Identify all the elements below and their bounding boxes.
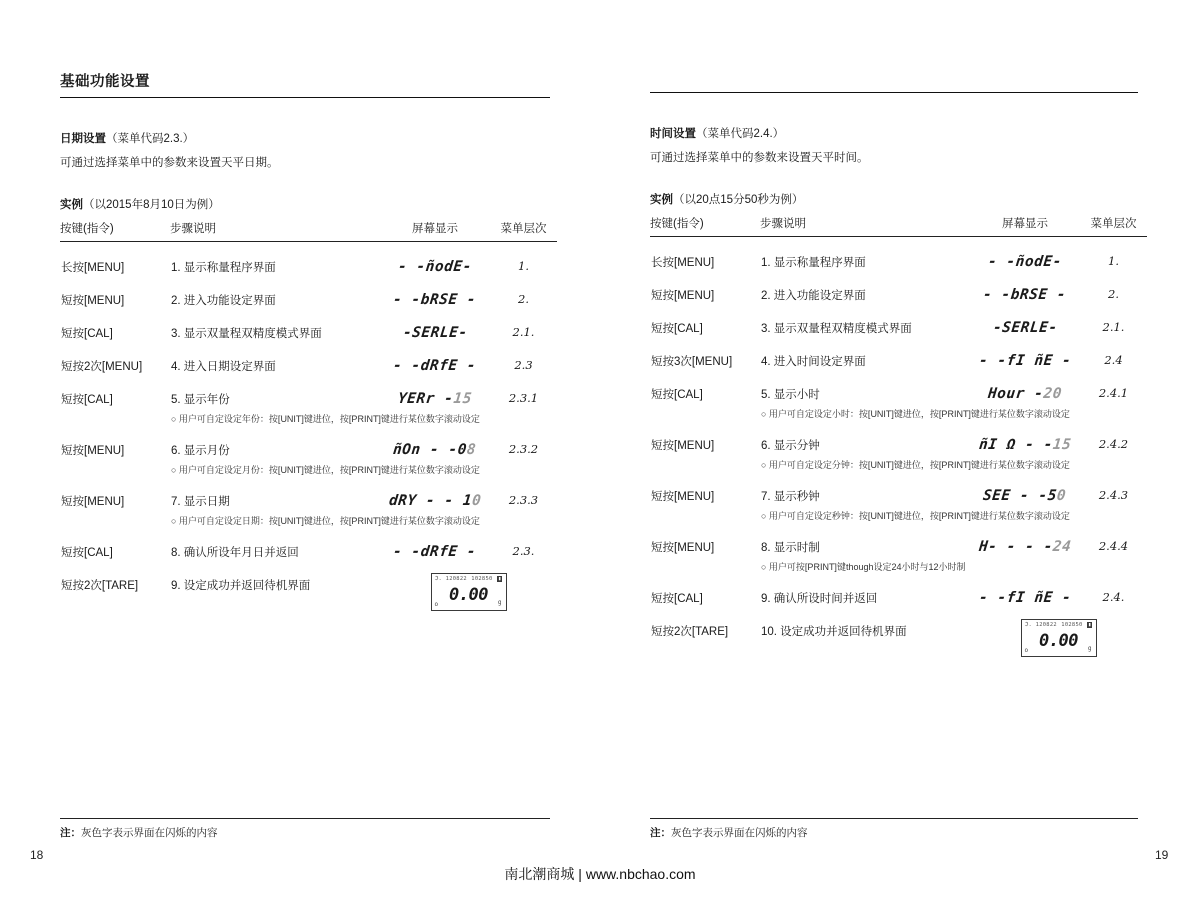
step-desc bbox=[760, 573, 970, 606]
page-number-left: 18 bbox=[30, 848, 44, 862]
step-level: 2.4.2 bbox=[1098, 437, 1129, 451]
step-desc-text: 4. 进入日期设定界面 bbox=[171, 361, 276, 373]
step-note: ○ 用户可自定设定日期：按[UNIT]键进位，按[PRINT]键进行某位数字滚动设定 bbox=[171, 516, 480, 526]
step-desc-text: 9. 确认所设时间并返回 bbox=[761, 593, 878, 605]
step-key: 短按[MENU] bbox=[651, 542, 715, 554]
step-level: 2.3. bbox=[512, 544, 535, 558]
step-level: 1. bbox=[1108, 254, 1119, 268]
right-footnote-text: 灰色字表示界面在闪烁的内容 bbox=[671, 827, 808, 839]
step-desc bbox=[760, 336, 970, 369]
step-display-text: ñOn - -0 bbox=[392, 442, 469, 458]
table-row bbox=[650, 573, 1147, 606]
step-display: - -fI ñE - bbox=[978, 353, 1072, 369]
step-key: 短按[CAL] bbox=[651, 323, 703, 335]
step-desc bbox=[170, 341, 380, 374]
step-desc bbox=[170, 527, 380, 560]
right-table-header-row bbox=[650, 213, 1147, 237]
step-key: 短按2次[TARE] bbox=[61, 580, 139, 592]
table-row bbox=[650, 471, 1147, 522]
right-col-display: 屏幕显示 bbox=[970, 213, 1080, 237]
lcd-weight-value: 0.00 bbox=[1039, 631, 1078, 651]
step-display: -SERLE- bbox=[991, 320, 1059, 336]
step-desc-text: 3. 显示双量程双精度模式界面 bbox=[171, 328, 322, 340]
step-display-blink: 0 bbox=[471, 493, 482, 509]
step-display-text: dRY - - 1 bbox=[388, 493, 473, 509]
right-footnote bbox=[650, 825, 1140, 840]
right-footnote-divider bbox=[650, 818, 1138, 819]
step-display-text: Hour - bbox=[987, 386, 1045, 402]
step-display-blink: 8 bbox=[466, 442, 478, 458]
left-section-heading bbox=[60, 130, 560, 146]
step-display-text: SEE - -5 bbox=[982, 488, 1059, 504]
step-display: - -dRfE - bbox=[392, 544, 478, 560]
step-level: 2.1. bbox=[1102, 320, 1125, 334]
step-key: 短按[MENU] bbox=[651, 290, 715, 302]
step-display: - -ñodE- bbox=[987, 254, 1063, 270]
step-display: - -ñodE- bbox=[397, 259, 473, 275]
table-row bbox=[650, 303, 1147, 336]
step-key: 短按[MENU] bbox=[61, 295, 125, 307]
step-display-text: YERr - bbox=[397, 391, 455, 407]
left-col-key: 按键(指令) bbox=[60, 218, 170, 242]
step-key: 长按[MENU] bbox=[651, 257, 715, 269]
step-key: 短按[CAL] bbox=[61, 547, 113, 559]
table-row bbox=[60, 341, 557, 374]
table-row bbox=[650, 606, 1147, 661]
step-key: 短按[CAL] bbox=[651, 593, 703, 605]
title-divider bbox=[60, 97, 550, 98]
step-desc-text: 7. 显示日期 bbox=[171, 496, 230, 508]
left-section-description: 可通过选择菜单中的参数来设置天平日期。 bbox=[60, 157, 279, 169]
step-desc bbox=[170, 275, 380, 308]
table-row bbox=[60, 527, 557, 560]
left-footnote-divider bbox=[60, 818, 550, 819]
step-desc bbox=[760, 303, 970, 336]
step-desc-text: 7. 显示秒钟 bbox=[761, 491, 820, 503]
left-section-heading-code: （菜单代码2.3.） bbox=[106, 133, 195, 145]
page-number-right: 19 bbox=[1155, 848, 1169, 862]
step-key: 短按[MENU] bbox=[651, 491, 715, 503]
table-row bbox=[650, 270, 1147, 303]
step-display: - -bRSE - bbox=[982, 287, 1068, 303]
step-level: 2.3 bbox=[514, 358, 533, 372]
table-row bbox=[650, 237, 1147, 271]
left-section-heading-bold: 日期设置 bbox=[60, 133, 106, 145]
lcd-left-code: ℑ. 120822 bbox=[434, 576, 467, 582]
step-desc bbox=[760, 606, 970, 661]
step-desc-text: 8. 确认所设年月日并返回 bbox=[171, 547, 299, 559]
step-display-text: H- - - - bbox=[978, 539, 1054, 555]
step-desc-text: 3. 显示双量程双精度模式界面 bbox=[761, 323, 912, 335]
step-desc-text: 8. 显示时制 bbox=[761, 542, 820, 554]
table-row bbox=[650, 336, 1147, 369]
left-example-heading bbox=[60, 196, 560, 212]
step-level: 1. bbox=[518, 259, 529, 273]
step-desc-text: 1. 显示称量程序界面 bbox=[761, 257, 866, 269]
step-display-blink: 0 bbox=[1056, 488, 1068, 504]
left-footnote-label: 注： bbox=[60, 827, 81, 839]
right-example-label: 实例 bbox=[650, 194, 673, 206]
step-display: - -dRfE - bbox=[392, 358, 478, 374]
step-display-blink: 15 bbox=[1051, 437, 1072, 453]
table-row bbox=[60, 374, 557, 425]
step-desc bbox=[170, 242, 380, 276]
right-footnote-label: 注： bbox=[650, 827, 671, 839]
step-desc-text: 4. 进入时间设定界面 bbox=[761, 356, 866, 368]
lcd-panel bbox=[431, 573, 507, 611]
step-key: 短按[CAL] bbox=[61, 394, 113, 406]
step-display-text: ñI Ω - - bbox=[978, 437, 1054, 453]
table-row bbox=[650, 522, 1147, 573]
right-footnote-area bbox=[650, 818, 1140, 839]
table-row bbox=[650, 420, 1147, 471]
step-key: 短按[CAL] bbox=[651, 389, 703, 401]
left-table-header-row bbox=[60, 218, 557, 242]
left-page-column bbox=[60, 70, 560, 615]
step-desc-text: 2. 进入功能设定界面 bbox=[171, 295, 276, 307]
step-level: 2. bbox=[518, 292, 529, 306]
step-key: 短按2次[MENU] bbox=[61, 361, 143, 373]
step-desc-text: 2. 进入功能设定界面 bbox=[761, 290, 866, 302]
chapter-title: 基础功能设置 bbox=[60, 74, 150, 90]
step-note: ○ 用户可自定设定秒钟：按[UNIT]键进位，按[PRINT]键进行某位数字滚动设定 bbox=[761, 511, 1070, 521]
step-display-blink: 20 bbox=[1042, 386, 1063, 402]
step-desc bbox=[170, 308, 380, 341]
step-key: 短按[MENU] bbox=[61, 445, 125, 457]
step-level: 2.4.4 bbox=[1098, 539, 1129, 553]
left-footnote bbox=[60, 825, 552, 840]
step-desc bbox=[760, 270, 970, 303]
lcd-unit: g bbox=[1087, 645, 1092, 652]
right-steps-table bbox=[650, 213, 1147, 661]
left-example-detail: （以2015年8月10日为例） bbox=[83, 199, 220, 211]
lcd-right-code: 102850 bbox=[1061, 622, 1083, 628]
step-desc bbox=[170, 560, 380, 615]
step-display-blink: 24 bbox=[1051, 539, 1072, 555]
step-key: 短按3次[MENU] bbox=[651, 356, 733, 368]
step-note: ○ 用户可自定设定小时：按[UNIT]键进位，按[PRINT]键进行某位数字滚动设定 bbox=[761, 409, 1070, 419]
step-level: 2.4. bbox=[1102, 590, 1125, 604]
table-row bbox=[60, 308, 557, 341]
right-section-heading-code: （菜单代码2.4.） bbox=[696, 128, 785, 140]
step-display: - -bRSE - bbox=[392, 292, 478, 308]
step-display bbox=[970, 522, 1080, 573]
step-note: ○ 用户可自定设定分钟：按[UNIT]键进位，按[PRINT]键进行某位数字滚动设定 bbox=[761, 460, 1070, 470]
lcd-weight-value: 0.00 bbox=[449, 585, 488, 605]
lcd-panel bbox=[1021, 619, 1097, 657]
right-page-column bbox=[650, 70, 1150, 661]
step-desc-text: 5. 显示小时 bbox=[761, 389, 820, 401]
left-col-display: 屏幕显示 bbox=[380, 218, 490, 242]
lcd-right-code: 102850 bbox=[471, 576, 493, 582]
right-col-desc: 步骤说明 bbox=[760, 213, 970, 237]
step-desc bbox=[760, 237, 970, 271]
step-key: 短按[CAL] bbox=[61, 328, 113, 340]
step-desc-text: 10. 设定成功并返回待机界面 bbox=[761, 626, 907, 638]
table-row bbox=[60, 560, 557, 615]
step-level: 2.4.3 bbox=[1098, 488, 1129, 502]
step-note: ○ 用户可自定设定年份：按[UNIT]键进位，按[PRINT]键进行某位数字滚动设定 bbox=[171, 414, 480, 424]
lcd-topline bbox=[435, 576, 503, 582]
step-level: 2.4 bbox=[1104, 353, 1123, 367]
step-desc-text: 1. 显示称量程序界面 bbox=[171, 262, 276, 274]
right-example-heading bbox=[650, 191, 1150, 207]
left-footnote-text: 灰色字表示界面在闪烁的内容 bbox=[81, 827, 218, 839]
step-level: 2. bbox=[1108, 287, 1119, 301]
step-level: 2.4.1 bbox=[1098, 386, 1129, 400]
step-note: ○ 用户可自定设定月份：按[UNIT]键进位，按[PRINT]键进行某位数字滚动设定 bbox=[171, 465, 480, 475]
right-section-heading bbox=[650, 125, 1150, 141]
step-key: 短按2次[TARE] bbox=[651, 626, 729, 638]
step-key: 短按[MENU] bbox=[651, 440, 715, 452]
step-key: 短按[MENU] bbox=[61, 496, 125, 508]
lcd-topline bbox=[1025, 622, 1093, 628]
step-desc-text: 6. 显示分钟 bbox=[761, 440, 820, 452]
lcd-corner-block: ▮ bbox=[497, 576, 502, 582]
table-row bbox=[60, 425, 557, 476]
step-desc-text: 9. 设定成功并返回待机界面 bbox=[171, 580, 311, 592]
table-row bbox=[60, 242, 557, 276]
right-example-detail: （以20点15分50秒为例） bbox=[673, 194, 804, 206]
step-note: ○ 用户可按[PRINT]键though设定24小时与12小时制 bbox=[761, 562, 966, 572]
step-display: -SERLE- bbox=[401, 325, 469, 341]
step-display-lcd bbox=[970, 606, 1147, 661]
step-desc bbox=[760, 522, 970, 573]
right-section-heading-bold: 时间设置 bbox=[650, 128, 696, 140]
step-display-blink: 15 bbox=[452, 391, 473, 407]
brand-footer: 南北潮商城 | www.nbchao.com bbox=[504, 866, 696, 882]
step-level: 2.3.3 bbox=[508, 493, 539, 507]
left-col-desc: 步骤说明 bbox=[170, 218, 380, 242]
table-row bbox=[60, 275, 557, 308]
step-display-lcd bbox=[380, 560, 557, 615]
lcd-left-code: ℑ. 120822 bbox=[1024, 622, 1057, 628]
right-title-divider bbox=[650, 92, 1138, 93]
lcd-corner-block: ▮ bbox=[1087, 622, 1092, 628]
left-steps-table bbox=[60, 218, 557, 615]
step-desc-text: 5. 显示年份 bbox=[171, 394, 230, 406]
table-row bbox=[60, 476, 557, 527]
right-col-level: 菜单层次 bbox=[1080, 213, 1147, 237]
lcd-left-mark: o bbox=[1024, 647, 1029, 654]
right-col-key: 按键(指令) bbox=[650, 213, 760, 237]
lcd-left-mark: o bbox=[434, 601, 439, 608]
left-footnote-area bbox=[60, 818, 552, 839]
left-col-level: 菜单层次 bbox=[490, 218, 557, 242]
table-row bbox=[650, 369, 1147, 420]
step-desc-text: 6. 显示月份 bbox=[171, 445, 230, 457]
step-display: - -fI ñE - bbox=[978, 590, 1072, 606]
right-section-description: 可通过选择菜单中的参数来设置天平时间。 bbox=[650, 152, 869, 164]
lcd-unit: g bbox=[497, 599, 502, 606]
step-level: 2.3.1 bbox=[508, 391, 539, 405]
step-key: 长按[MENU] bbox=[61, 262, 125, 274]
step-level: 2.3.2 bbox=[508, 442, 539, 456]
step-level: 2.1. bbox=[512, 325, 535, 339]
left-example-label: 实例 bbox=[60, 199, 83, 211]
